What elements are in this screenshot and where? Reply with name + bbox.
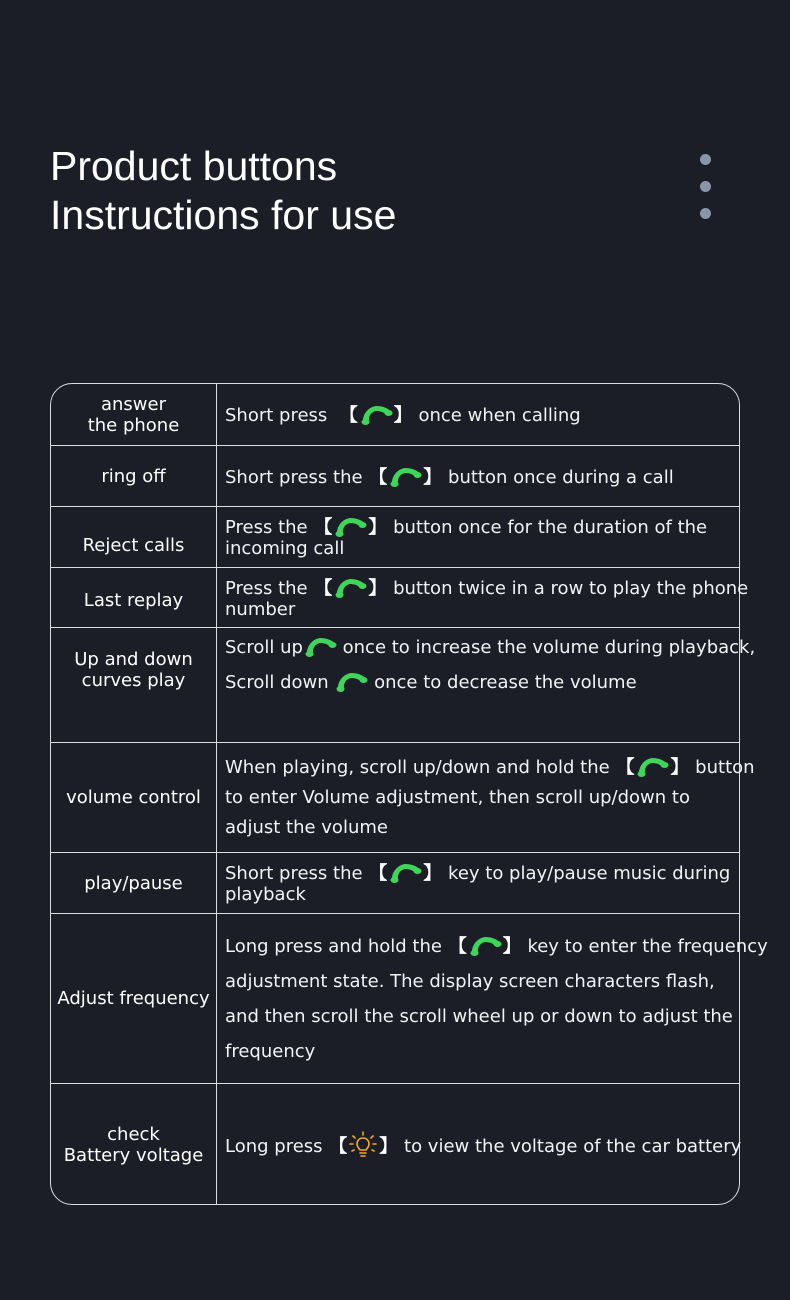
- more-options-icon: [700, 154, 712, 235]
- phone-handset-icon: [468, 934, 502, 956]
- phone-handset-icon: [334, 670, 368, 692]
- title-line-1: Product buttons: [50, 143, 338, 189]
- phone-handset-icon: [388, 861, 422, 883]
- row-label: Adjust frequency: [57, 988, 210, 1009]
- row-label: volume control: [66, 787, 201, 808]
- dot: [700, 208, 711, 219]
- phone-handset-icon: [303, 635, 337, 657]
- row-description: Press the 【 】 button twice in a row to play the phone number: [225, 577, 749, 620]
- row-description: When playing, scroll up/down and hold the 【 】 button to enter Volume adjustment, then scroll up/down to adjust the volume: [225, 756, 755, 838]
- phone-handset-icon: [388, 465, 422, 487]
- page-title: [50, 142, 396, 240]
- table-row-adjust-frequency: [51, 914, 768, 1084]
- dot: [700, 154, 711, 165]
- phone-handset-icon: [635, 755, 669, 777]
- phone-handset-icon: [333, 515, 367, 537]
- table-row-battery-voltage: [51, 1084, 742, 1206]
- phone-handset-icon: [333, 576, 367, 598]
- dot: [700, 181, 711, 192]
- row-description: Long press 【 】 to view the voltage of the car battery: [225, 1084, 737, 1206]
- row-label: answer the phone: [87, 393, 180, 436]
- table-row-ring-off: [51, 446, 739, 507]
- row-description: Press the 【 】 button once for the duration of the incoming call: [225, 517, 708, 559]
- row-description: Short press the 【 】 button once during a call: [225, 466, 674, 488]
- phone-handset-icon: [359, 403, 393, 425]
- light-bulb-icon: [348, 1130, 378, 1160]
- row-label: check Battery voltage: [63, 1124, 204, 1166]
- table-row-last-replay: [51, 568, 749, 628]
- row-label: Reject calls: [82, 534, 185, 556]
- table-row-volume-control: [51, 743, 755, 853]
- table-row-scroll-play: [51, 628, 756, 743]
- row-label: Last replay: [83, 590, 184, 611]
- table-row-play-pause: [51, 853, 739, 914]
- table-row-reject-calls: [51, 507, 739, 568]
- row-description: Long press and hold the 【 】 key to enter the frequency adjustment state. The display screen characters flash, and then scroll the scroll wheel up or down to adjust the frequency: [225, 935, 768, 1062]
- row-label: Up and down curves play: [74, 649, 193, 691]
- row-description: Short press 【 】 once when calling: [225, 405, 581, 426]
- instructions-table: [50, 383, 768, 1205]
- row-description: Short press the 【 】 key to play/pause music during playback: [225, 863, 731, 905]
- row-label: play/pause: [84, 872, 183, 894]
- table-row-answer-phone: [51, 384, 739, 446]
- title-line-2: Instructions for use: [50, 192, 397, 238]
- row-description: Scroll up once to increase the volume during playback, Scroll down once to decrease the volume: [225, 637, 756, 693]
- row-label: ring off: [101, 465, 166, 487]
